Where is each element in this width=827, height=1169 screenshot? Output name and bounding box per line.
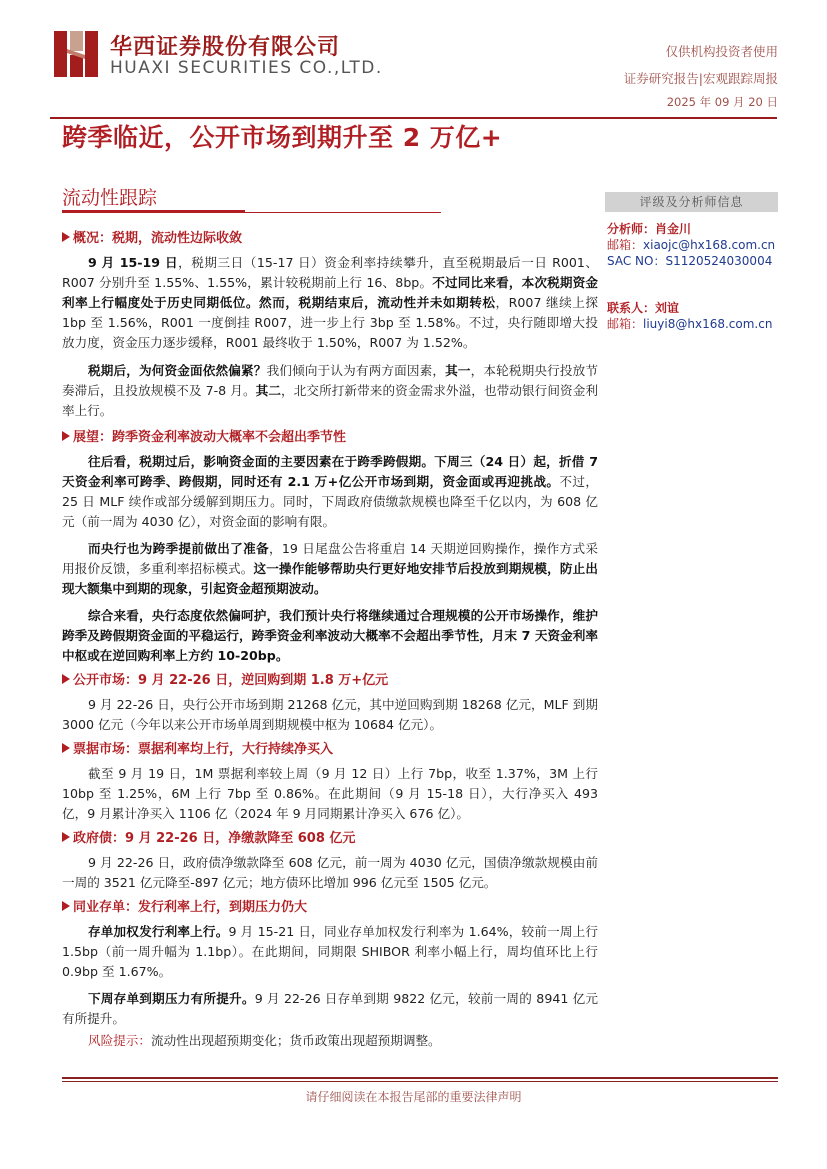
risk-notice: [62, 1031, 598, 1051]
triangle-bullet-icon: [62, 743, 70, 753]
triangle-bullet-icon: [62, 232, 70, 242]
company-name-en: HUAXI SECURITIES CO.,LTD.: [110, 58, 383, 78]
huaxi-logo-icon: [54, 31, 98, 77]
paragraph-ncd-rate: 存单加权发行利率上行。9 月 15-21 日，同业存单加权发行利率为 1.64%，较前一周上行 1.5bp（前一周升幅为 1.1bp）。在此期间，同期限 SHIBOR 利率小幅上行，周均值环比上行 0.9bp 至 1.67%。: [62, 924, 598, 979]
triangle-bullet-icon: [62, 431, 70, 441]
email-label: 邮箱：: [607, 317, 644, 331]
footer-divider-thin: [62, 1081, 778, 1082]
heading-government-bonds: 政府债：9 月 22-26 日，净缴款降至 608 亿元: [62, 830, 598, 848]
triangle-bullet-icon: [62, 832, 70, 842]
report-body: [62, 228, 598, 1051]
company-name-cn: 华西证券股份有限公司: [110, 35, 341, 60]
paragraph-summary: 综合来看，央行态度依然偏呵护，我们预计央行将继续通过合理规模的公开市场操作，维护跨季及跨假期资金面的平稳运行，跨季资金利率波动大概率不会超出季节性，月末 7 天资金利率中枢或在逆回购利率上方约 10-20bp。: [62, 608, 598, 663]
paragraph-overview: 9 月 15-19 日，税期三日（15-17 日）资金利率持续攀升，直至税期最后一日 R001、R007 分别升至 1.55%、1.55%，累计较税期前上行 16、8bp。不过同比来看，本次税期资金利率上行幅度处于历史同期低位。然而，税期结束后，流动性并未如期转松，R007 继续上探 1bp 至 1.56%，R001 一度倒挂 R007，进一步上行 3bp 至 1.58%。不过，央行随即增大投放力度，资金压力逐步缓释，R001 最终收于 1.50%，R007 为 1.52%。: [62, 255, 599, 350]
sac-number: S1120524030004: [665, 254, 773, 268]
audience-notice: 仅供机构投资者使用: [665, 44, 778, 59]
report-date: 2025 年 09 月 20 日: [666, 95, 778, 109]
report-title: 跨季临近，公开市场到期升至 2 万亿+: [62, 123, 503, 152]
section-title: 流动性跟踪: [62, 187, 158, 209]
heading-open-market: 公开市场：9 月 22-26 日，逆回购到期 1.8 万+亿元: [62, 672, 598, 690]
heading-outlook: 展望：跨季资金利率波动大概率不会超出季节性: [62, 429, 598, 447]
section-underline: [62, 210, 245, 213]
paragraph-government-bonds: 9 月 22-26 日，政府债净缴款降至 608 亿元，前一周为 4030 亿元，国债净缴款规模由前一周的 3521 亿元降至-897 亿元；地方债环比增加 996 亿元至 1505 亿元。: [62, 855, 598, 890]
report-type: 证券研究报告|宏观跟踪周报: [623, 71, 778, 86]
heading-ncd: 同业存单：发行利率上行，到期压力仍大: [62, 899, 598, 917]
risk-text: 流动性出现超预期变化；货币政策出现超预期调整。: [150, 1033, 441, 1048]
analyst-name: 分析师：肖金川: [607, 222, 692, 236]
contact-email-row: [607, 315, 772, 332]
analyst-info-heading: 评级及分析师信息: [605, 192, 778, 212]
paragraph-central-bank: 而央行也为跨季提前做出了准备，19 日尾盘公告将重启 14 天期逆回购操作，操作方式采用报价反馈，多重利率招标模式。这一操作能够帮助央行更好地安排节后投放到期规模，防止出现大额集中到期的现象，引起资金超预期波动。: [62, 541, 599, 596]
legal-disclaimer-note: 请仔细阅读在本报告尾部的重要法律声明: [305, 1090, 522, 1104]
sac-number-row: [607, 252, 772, 269]
contact-name: 联系人：刘谊: [607, 301, 680, 315]
paragraph-outlook: 往后看，税期过后，影响资金面的主要因素在于跨季跨假期。下周三（24 日）起，折借 7 天资金利率可跨季、跨假期，同时还有 2.1 万+亿公开市场到期，资金面或再迎挑战。不过，25 日 MLF 续作或部分缓解到期压力。同时，下周政府债缴款规模也降至千亿以内，为 608 亿元（前一周为 4030 亿），对资金面的影响有限。: [62, 454, 598, 529]
paragraph-open-market: 9 月 22-26 日，央行公开市场到期 21268 亿元，其中逆回购到期 18268 亿元，MLF 到期 3000 亿元（今年以来公开市场单周到期规模中枢为 10684 亿元）。: [62, 697, 598, 732]
analyst-email-row: [607, 236, 775, 253]
paragraph-ncd-maturity: 下周存单到期压力有所提升。9 月 22-26 日存单到期 9822 亿元，较前一周的 8941 亿元有所提升。: [62, 991, 599, 1026]
heading-bill-market: 票据市场：票据利率均上行，大行持续净买入: [62, 741, 598, 759]
analyst-email-link[interactable]: xiaojc@hx168.com.cn: [643, 238, 776, 252]
section-rule: [245, 212, 441, 213]
triangle-bullet-icon: [62, 901, 70, 911]
contact-email-link[interactable]: liuyi8@hx168.com.cn: [643, 317, 773, 331]
email-label: 邮箱：: [607, 238, 644, 252]
heading-overview: 概况：税期，流动性边际收敛: [62, 230, 598, 248]
risk-label: 风险提示：: [88, 1033, 151, 1048]
sac-label: SAC NO：: [607, 254, 666, 268]
paragraph-bill-market: 截至 9 月 19 日，1M 票据利率较上周（9 月 12 日）上行 7bp，收至 1.37%，3M 上行 10bp 至 1.25%，6M 上行 7bp 至 0.86%。在此期间（9 月 15-18 日），大行净买入 493 亿，9 月累计净买入 1106 亿（2024 年 9 月同期累计净买入 676 亿）。: [62, 766, 598, 821]
paragraph-why-tight: 税期后，为何资金面依然偏紧？我们倾向于认为有两方面因素，其一，本轮税期央行投放节奏滞后，且投放规模不及 7-8 月。其二，北交所打新带来的资金需求外溢，也带动银行间资金利率上行。: [62, 363, 599, 418]
triangle-bullet-icon: [62, 674, 70, 684]
footer-divider: [62, 1077, 778, 1079]
